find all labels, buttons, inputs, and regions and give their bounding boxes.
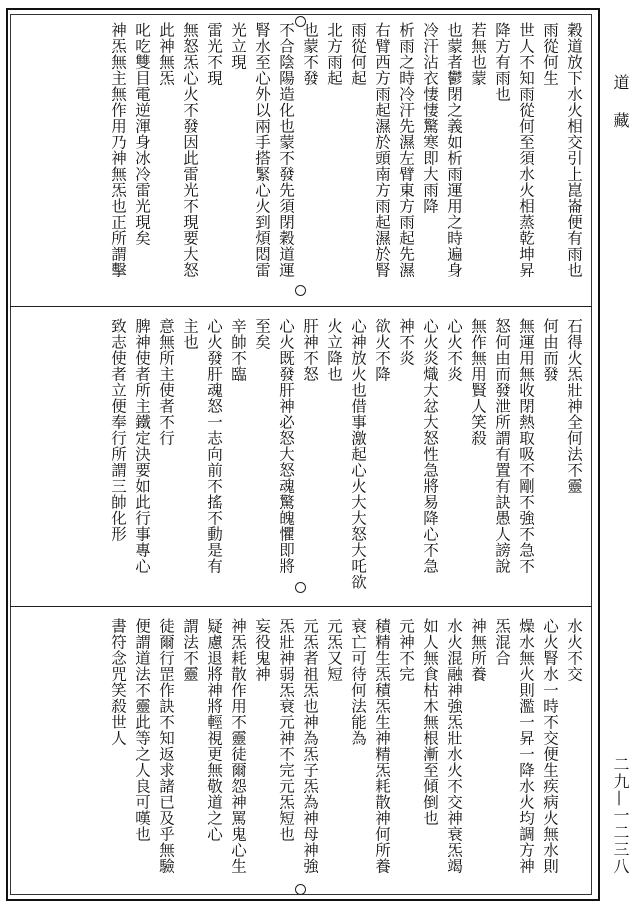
- text-column: 怒何由而發泄所謂有置有訣愚人謗說: [493, 318, 511, 574]
- text-panel-bottom: [12, 612, 590, 898]
- text-column: 神無所養: [469, 618, 487, 682]
- text-column: 心火炎熾大忿大怒性急將易降心不急: [421, 318, 439, 574]
- text-column: 此神無炁: [157, 22, 175, 86]
- text-column: 如人無食枯木無根漸至傾倒也: [421, 618, 439, 826]
- text-column: 火立降也: [325, 318, 343, 382]
- text-column: 不合陰陽造化也蒙不發先須閉穀道運: [277, 22, 295, 278]
- text-column: 水火混融神強炁壯水火不交神衰炁竭: [445, 618, 463, 874]
- text-column: 炁混合: [493, 618, 511, 666]
- text-column: 元神不完: [397, 618, 415, 682]
- text-column: 雨從何起: [349, 22, 367, 86]
- text-column: 積精生炁積炁生神精炁耗散神何所養: [373, 618, 391, 874]
- text-column: 元炁者祖炁也神為炁子炁為神母神強: [301, 618, 319, 874]
- text-column: 神炁耗散作用不靈徒爾怨神罵鬼心生: [229, 618, 247, 874]
- text-column: 石得火炁壯神全何法不靈: [565, 318, 583, 494]
- text-column: 無作無用賢人笑殺: [469, 318, 487, 446]
- text-column: 神炁無主無作用乃神無炁也正所謂擊: [109, 22, 127, 278]
- text-column: 炁壯神弱炁衰元神不完元炁短也: [277, 618, 295, 842]
- text-column: 衰亡可待何法能為: [349, 618, 367, 746]
- text-column: 主也: [181, 318, 199, 350]
- text-panel-top: [12, 16, 590, 304]
- text-column: 若無也蒙: [469, 22, 487, 86]
- text-panel-middle: [12, 312, 590, 604]
- text-column: 無怒炁心火不發因此雷光不現要大怒: [181, 22, 199, 278]
- text-column: 致志使者立便奉行所謂三帥化形: [109, 318, 127, 542]
- text-column: 徒爾行罡作訣不知返求諸已及乎無驗: [157, 618, 175, 874]
- text-column: 也蒙不發: [301, 22, 319, 86]
- side-label-daozang: 道藏: [611, 74, 630, 150]
- text-column: 神不炎: [397, 318, 415, 366]
- text-column: 無運用無收閉熱取吸不剛不強不急不: [517, 318, 535, 574]
- text-column: 妄役鬼神: [253, 618, 271, 682]
- text-column: 書符念咒笑殺世人: [109, 618, 127, 746]
- text-column: 世人不知雨從何至須水火相蒸乾坤昇: [517, 22, 535, 278]
- text-column: 水火不交: [565, 618, 583, 682]
- text-column: 穀道放下水火相交引上崑崙便有雨也: [565, 22, 583, 278]
- text-column: 光立現: [229, 22, 247, 70]
- text-column: 意無所主使者不行: [157, 318, 175, 446]
- text-column: 元炁又短: [325, 618, 343, 682]
- text-column: 北方雨起: [325, 22, 343, 86]
- text-column: 雷光不現: [205, 22, 223, 86]
- text-column: 何由而發: [541, 318, 559, 382]
- text-column: 冷汗沾衣悽悽驚寒即大雨降: [421, 22, 439, 214]
- text-column: 欲火不降: [373, 318, 391, 382]
- text-column: 疑慮退將神將輕視更無敬道之心: [205, 618, 223, 842]
- text-column: 心神放火也借事激起心火大大怒大吒欲: [349, 318, 367, 590]
- text-column: 叱吃雙目電逆渾身冰冷雷光現矣: [133, 22, 151, 246]
- text-column: 心火既發肝神必怒大怒魂驚魄懼即將: [277, 318, 295, 574]
- text-column: 心火腎水一時不交便生疾病火無水則: [541, 618, 559, 874]
- text-column: 雨從何生: [541, 22, 559, 86]
- text-column: 心火不炎: [445, 318, 463, 382]
- text-column: 右臂西方雨起濕於頭南方雨起濕於腎: [373, 22, 391, 278]
- panel-divider-2: [10, 606, 592, 607]
- text-column: 肝神不怒: [301, 318, 319, 382]
- text-column: 心火發肝魂怒一志向前不搖不動是有: [205, 318, 223, 574]
- text-column: 便謂道法不靈此等之人良可嘆也: [133, 618, 151, 842]
- text-column: 脾神使者所主鐵定決要如此行事專心: [133, 318, 151, 574]
- text-column: 腎水至心外以兩手搭緊心火到煩悶雷: [253, 22, 271, 278]
- text-column: 也蒙者鬱閉之義如析雨運用之時遍身: [445, 22, 463, 278]
- text-column: 析雨之時冷汗先濕左臂東方雨起先濕: [397, 22, 415, 278]
- page-number: 二九—一二三八: [611, 756, 630, 875]
- text-column: 辛帥不臨: [229, 318, 247, 382]
- text-column: 燥水無火則濫一昇一降水火均調方神: [517, 618, 535, 874]
- text-column: 謂法不靈: [181, 618, 199, 682]
- text-column: 降方有雨也: [493, 22, 511, 102]
- text-column: 至矣: [253, 318, 271, 350]
- panel-divider-1: [10, 306, 592, 307]
